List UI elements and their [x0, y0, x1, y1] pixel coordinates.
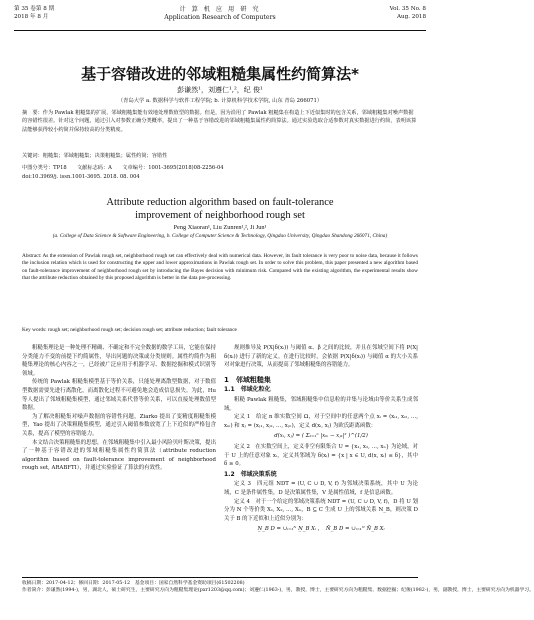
abstract-en: Abstract: As the extension of Pawlak rough set, neighborhood rough set can effectively deal with numerical data. However, its fault tolerance is very poor to noise data, because it follows the inclusion relation which is used for constructing the upper and lower approximations in Pawlak rough set. In order to solve this problem, this paper presented a new algorithm based on fault-tolerance improvement of neighborhood rough set by introducing the Bayes decision with minimum risk. Compared with the existing algorithm, the experimental results show that the attribute reduction obtained by this proposed algorithm is better in the data pre-processing.	[22, 253, 418, 282]
journal-date-en: Aug. 2018	[396, 13, 426, 20]
paragraph: 粗糙 Pawlak 粗糙集，邻域粗糙集中信息粒的并集与论域由等价关系生成邻域。	[224, 396, 418, 412]
paragraph: 传统的 Pawlak 粗糙集模型基于等价关系，只能处理离散型数据，对于数值型数据需要先进行离散化，而离散化过程不可避免地会造成信息损失。为此，Hu 等人提出了邻域粗糙集模型，通过邻域关系代替等价关系，可以直接处理数值型数据。	[22, 379, 216, 412]
body-column-left	[22, 344, 216, 473]
journal-name-en: Application Research of Computers	[164, 13, 276, 21]
journal-volume-en: Vol. 35 No. 8	[389, 6, 426, 12]
definition: 定义 3 四元组 NDT = (U, C ∪ D, V, f) 为邻域决策系统，其中 U 为论域，C 是条件属性集，D 是决策属性集，V 是属性值域，f 是信息函数。	[224, 481, 418, 496]
paragraph: 规则推导及 P(X|δ(xᵢ)) 与阈值 α、β 之间的比较，并且在邻域空间下将 P(X|δ(xᵢ)) 进行了新的定义。在进行比较时，会依据 P(X|δ(xᵢ)) 与阈值 α 的大小关系对对象进行决策，从而提高了邻域粗糙集的容错能力。	[224, 345, 418, 369]
doi: doi:10.3969/j. issn.1001-3695. 2018. 08. 004	[22, 174, 140, 180]
definition: 定义 2 在实数空间上，定义非空有限集合 U = {x₁, x₂, …, xₙ} 为论域，对于 U 上的任意对象 xᵢ，定义其邻域为 δ(xᵢ) = {x | x ∈ U, d(x, xᵢ) ≤ δ}，其中 δ ≥ 0。	[224, 443, 418, 468]
paragraph: 为了解决粗糙集对噪声数据的容错性问题，Ziarko 提出了变精度粗糙集模型，Yao 提出了决策粗糙集模型，通过引入阈值参数放宽了上下近似的严格包含关系，提高了模型的容错能力。	[22, 413, 216, 437]
affiliation-en: (a. College of Data Science & Software Engineering, b. College of Computer Science & Technology, Qingdao University, Qingdao Shandong 266071, China)	[52, 233, 388, 239]
abstract-cn: 摘 要：作为 Pawlak 粗糙集的扩展，邻域粗糙集能有效地处理数值型的数据。但是，因为沿用了 Pawlak 粗糙集在构造上下近似集时的包含关系，邻域粗糙集对噪声数据的容错性很差。针对这个问题，通过引入对参数正确分类概率，提出了一种基于容错改进的邻域粗糙集属性约简算法。通过实验选取合适参数对真实数据进行约简，表明该算法能够获得较小约简并保持较高的分类精度。	[22, 110, 417, 133]
equation: N̲_B D = ∪ᵢ₌₁ᴺ N̲_B Xᵢ ， N̄_B D = ∪ᵢ₌₁ᴺ N̄_B Xᵢ	[257, 526, 385, 533]
journal-name-cn: 计 算 机 应 用 研 究	[179, 6, 261, 13]
keywords-en: Key words: rough set; neighborhood rough set; decision rough set; attribute reduction; fault tolerance	[22, 327, 237, 333]
paper-title-en	[0, 196, 440, 222]
paragraph: 粗糙集理论是一种处理不精确、不确定和不完全数据的数学工具，它能在保持分类能力不变的前提下约简属性，导出问题的决策或分类规则。属性约简作为粗糙集理论的核心内容之一，已经被广泛应用于机器学习、数据挖掘和模式识别等领域。	[22, 345, 216, 377]
subsection-heading: 1.1 邻域化粒化	[224, 386, 271, 394]
definition: 定义 1 给定 n 维实数空间 Ω，对于空间中的任意两个点 xᵢ = (xᵢ₁, xᵢ₂, …, xᵢₙ) 和 xⱼ = (xⱼ₁, xⱼ₂, …, xⱼₙ)，定义 d(xᵢ, xⱼ) 为欧氏距离函数：	[224, 414, 418, 429]
equation: d(xᵢ, xⱼ) = ( Σₖ₌₁ⁿ |xᵢₖ − xⱼₖ|² )^(1/2)	[274, 433, 368, 440]
footnote	[22, 577, 534, 594]
footnote-dates: 收稿日期：2017-04-12；修回日期：2017-05-12 基金项目：国家自然科学基金资助项目(61502208)	[22, 581, 245, 586]
section-heading: 1 邻域粗糙集	[224, 375, 271, 384]
definition: 定义 4 对于一个给定的邻域决策系统 NDT = (U, C ∪ D, V, f)，D 将 U 划分为 N 个等价类 X₁, X₂, …, Xₙ，B ⊆ C 生成 U 上的邻域关系 N_B，则决策 D 关于 B 的下近似和上近似分别为：	[224, 498, 418, 522]
journal-date-cn: 2018 年 8 月	[14, 13, 49, 20]
classification-info: 中图分类号：TP18 文献标志码：A 文章编号：1001-3695(2018)08-2256-04	[22, 165, 224, 171]
subsection-heading: 1.2 邻域决策系统	[224, 470, 277, 478]
body-column-right	[224, 344, 418, 536]
author-list-en: Peng Xiaoran¹, Liu Zunren¹,², Ji Jun¹	[173, 224, 267, 231]
affiliation: （青岛大学 a. 数据科学与软件工程学院; b. 计算机科学技术学院, 山东 青岛 266071）	[117, 98, 323, 104]
journal-volume: 第 35 卷第 8 期	[14, 6, 55, 12]
paper-title: 基于容错改进的邻域粗糙集属性约简算法*	[81, 65, 359, 83]
page-header	[14, 4, 426, 31]
author-list: 彭谦然¹，刘遵仁¹,²，纪 俊¹	[177, 86, 263, 94]
keywords-cn: 关键词：粗糙集；邻域粗糙集；决策粗糙集；属性约简；容错性	[22, 153, 168, 159]
paragraph: 本文结合决策粗糙集的思想，在邻域粗糙集中引入最小风险贝叶斯决策，提出了一种基于容错改进的邻域粗糙集属性约简算法（attribute reduction algorithm based on fault-tolerance improvement of neighborhood rough set, ARABFTI），并通过实验验证了算法的有效性。	[22, 439, 216, 472]
header-center	[14, 6, 426, 21]
title-en-line2: improvement of neighborhood rough set	[135, 210, 305, 221]
title-en-line1: Attribute reduction algorithm based on fault-tolerance	[106, 197, 334, 208]
footnote-authors: 作者简介：彭谦然(1994-)，男，湖北人，硕士研究生，主要研究方向为粗糙集理论(pxr1203@qq.com)；刘遵仁(1963-)，男，教授，博士，主要研究方向为粗糙集、数据挖掘；纪俊(1982-)，男，副教授，博士，主要研究方向为机器学习。	[22, 588, 534, 593]
header-right	[390, 6, 426, 21]
